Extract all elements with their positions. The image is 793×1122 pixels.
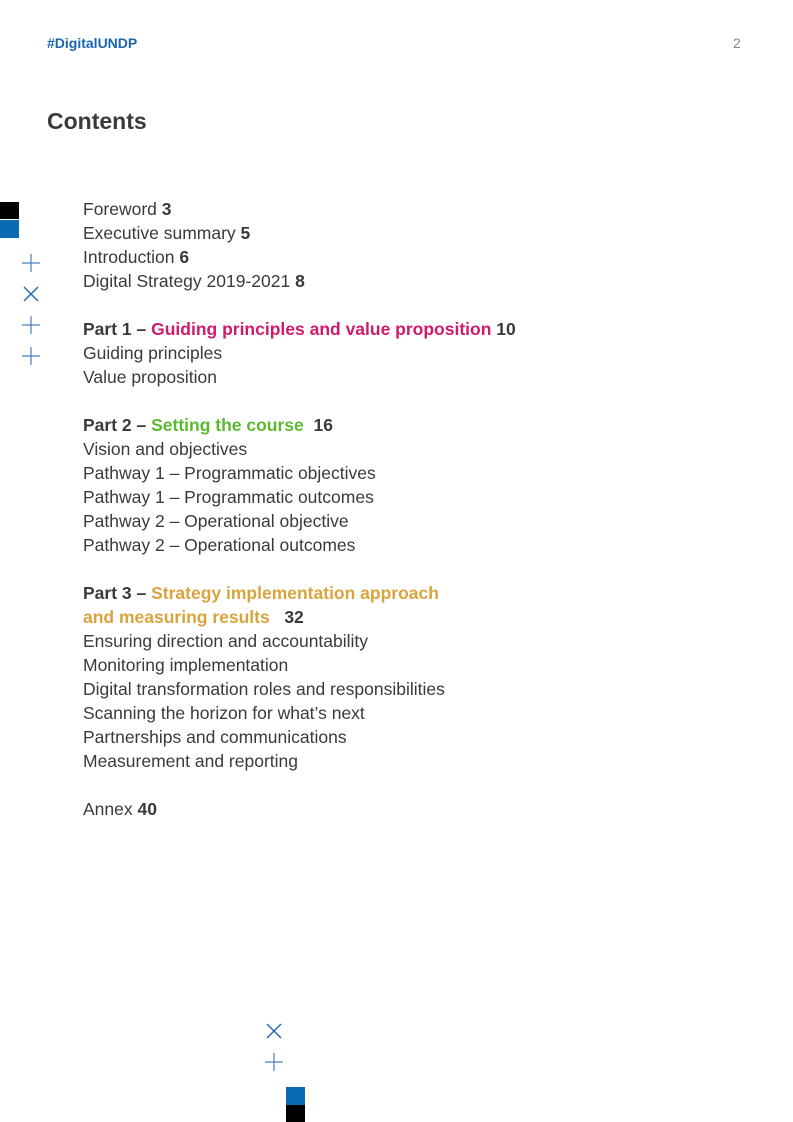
toc-entry-label: Digital Strategy 2019-2021 xyxy=(83,271,296,291)
toc-part1-heading[interactable] xyxy=(83,317,516,341)
toc-page-number: 3 xyxy=(161,199,172,219)
toc-page-number: 8 xyxy=(295,271,305,291)
toc-entry[interactable]: Monitoring implementation xyxy=(83,655,289,675)
toc-page-number: 5 xyxy=(240,223,251,243)
plus-icon xyxy=(21,315,41,335)
part-title: and measuring results xyxy=(83,607,270,627)
hashtag-label: #DigitalUNDP xyxy=(47,35,138,51)
table-of-contents xyxy=(83,197,516,821)
toc-page-number: 32 xyxy=(284,607,304,627)
toc-entry-digital-strategy[interactable] xyxy=(83,269,516,293)
cross-icon xyxy=(264,1021,284,1041)
part-title: Strategy implementation approach xyxy=(151,583,439,603)
toc-part3-heading-cont[interactable] xyxy=(83,605,516,629)
toc-entry-label: Introduction xyxy=(83,247,180,267)
toc-entry[interactable]: Vision and objectives xyxy=(83,439,248,459)
decor-square-blue xyxy=(286,1087,305,1105)
toc-entry-introduction[interactable] xyxy=(83,245,516,269)
toc-entry[interactable]: Pathway 2 – Operational outcomes xyxy=(83,535,356,555)
toc-page-number: 40 xyxy=(137,799,157,819)
cross-icon xyxy=(21,284,41,304)
plus-icon xyxy=(21,346,41,366)
toc-entry[interactable]: Pathway 1 – Programmatic objectives xyxy=(83,463,376,483)
page-number: 2 xyxy=(733,35,741,51)
page-title: Contents xyxy=(47,108,147,134)
toc-part2-heading[interactable] xyxy=(83,413,516,437)
toc-entry[interactable]: Scanning the horizon for what’s next xyxy=(83,703,365,723)
plus-icon xyxy=(264,1052,284,1072)
toc-entry-label: Executive summary xyxy=(83,223,241,243)
toc-entry[interactable]: Guiding principles xyxy=(83,343,223,363)
part-title: Guiding principles and value proposition xyxy=(151,319,492,339)
part-prefix: Part 2 – xyxy=(83,415,152,435)
toc-page-number: 6 xyxy=(179,247,190,267)
decor-square-black xyxy=(286,1105,305,1122)
toc-page-number: 16 xyxy=(313,415,333,435)
toc-entry-label: Annex xyxy=(83,799,138,819)
toc-entry[interactable]: Value proposition xyxy=(83,367,217,387)
part-prefix: Part 3 – xyxy=(83,583,152,603)
toc-entry[interactable]: Pathway 1 – Programmatic outcomes xyxy=(83,487,374,507)
toc-entry-foreword[interactable] xyxy=(83,197,516,221)
plus-icon xyxy=(21,253,41,273)
part-prefix: Part 1 – xyxy=(83,319,152,339)
toc-entry[interactable]: Digital transformation roles and responsibilities xyxy=(83,679,445,699)
toc-entry[interactable]: Partnerships and communications xyxy=(83,727,347,747)
toc-entry-executive-summary[interactable] xyxy=(83,221,516,245)
decor-square-blue xyxy=(0,220,19,238)
toc-page-number: 10 xyxy=(496,319,516,339)
decor-square-black xyxy=(0,202,19,219)
toc-entry[interactable]: Pathway 2 – Operational objective xyxy=(83,511,349,531)
toc-entry[interactable]: Measurement and reporting xyxy=(83,751,298,771)
toc-part3-heading[interactable] xyxy=(83,581,516,605)
part-title: Setting the course xyxy=(151,415,304,435)
toc-entry-label: Foreword xyxy=(83,199,162,219)
toc-entry-annex[interactable] xyxy=(83,797,516,821)
toc-entry[interactable]: Ensuring direction and accountability xyxy=(83,631,369,651)
